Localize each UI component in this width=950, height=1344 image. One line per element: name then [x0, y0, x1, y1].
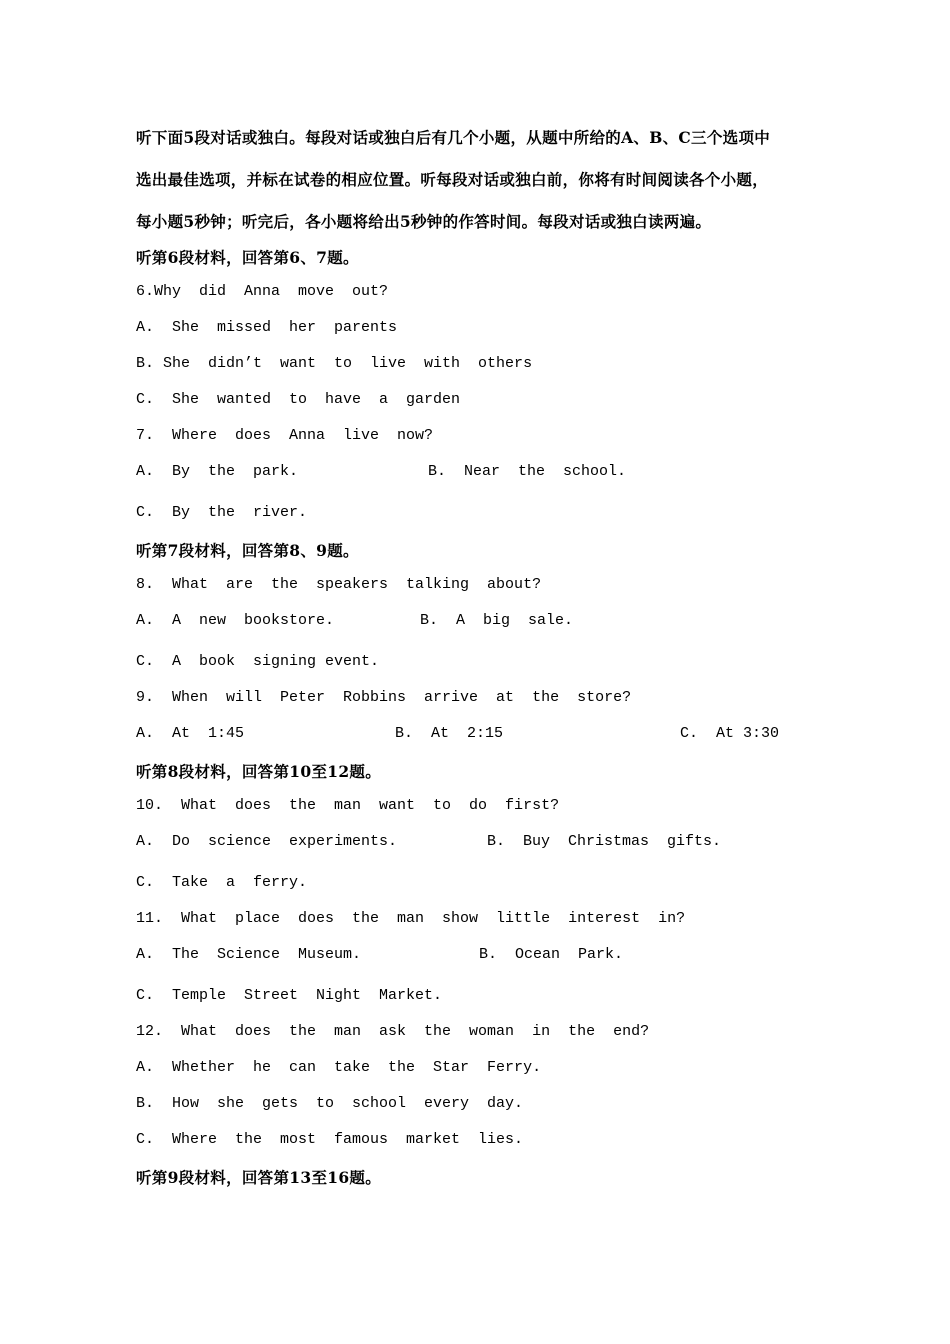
answer-option: B. At 2:15 — [395, 725, 504, 742]
answer-option: A. The Science Museum. — [136, 946, 362, 963]
question-stem: 11. What place does the man show little interest in? — [136, 910, 686, 927]
section-heading: 听第9段材料，回答第13至16题。 — [136, 1168, 382, 1187]
answer-option: A. Do science experiments. — [136, 833, 398, 850]
question-stem: 12. What does the man ask the woman in the end? — [136, 1023, 650, 1040]
answer-option: C. She wanted to have a garden — [136, 391, 461, 408]
answer-option: C. By the river. — [136, 504, 308, 521]
answer-option: C. Temple Street Night Market. — [136, 987, 443, 1004]
answer-option: C. Take a ferry. — [136, 874, 308, 891]
answer-option: C. A book signing event. — [136, 653, 380, 670]
instructions-line-2: 选出最佳选项，并标在试卷的相应位置。听每段对话或独白前，你将有时间阅读各个小题， — [136, 170, 769, 189]
answer-option: A. At 1:45 — [136, 725, 245, 742]
question-stem: 8. What are the speakers talking about? — [136, 576, 542, 593]
question-stem: 7. Where does Anna live now? — [136, 427, 434, 444]
answer-option: B. How she gets to school every day. — [136, 1095, 524, 1112]
instructions-line-3: 每小题5秒钟；听完后，各小题将给出5秒钟的作答时间。每段对话或独白读两遍。 — [136, 212, 712, 231]
answer-option: C. Where the most famous market lies. — [136, 1131, 524, 1148]
answer-option: A. Whether he can take the Star Ferry. — [136, 1059, 542, 1076]
answer-option: A. A new bookstore. — [136, 612, 335, 629]
question-stem: 6.Why did Anna move out? — [136, 283, 389, 300]
answer-option: A. She missed her parents — [136, 319, 398, 336]
answer-option: B. She didn’t want to live with others — [136, 355, 533, 372]
answer-option: B. A big sale. — [420, 612, 574, 629]
section-heading: 听第8段材料，回答第10至12题。 — [136, 762, 382, 781]
answer-option: B. Ocean Park. — [479, 946, 624, 963]
answer-option: B. Near the school. — [428, 463, 627, 480]
answer-option: A. By the park. — [136, 463, 299, 480]
question-stem: 10. What does the man want to do first? — [136, 797, 560, 814]
answer-option: C. At 3:30 — [680, 725, 780, 742]
section-heading: 听第6段材料，回答第6、7题。 — [136, 248, 359, 267]
instructions-line-1: 听下面5段对话或独白。每段对话或独白后有几个小题，从题中所给的A、B、C三个选项中 — [136, 128, 771, 147]
section-heading: 听第7段材料，回答第8、9题。 — [136, 541, 359, 560]
answer-option: B. Buy Christmas gifts. — [487, 833, 722, 850]
question-stem: 9. When will Peter Robbins arrive at the store? — [136, 689, 632, 706]
